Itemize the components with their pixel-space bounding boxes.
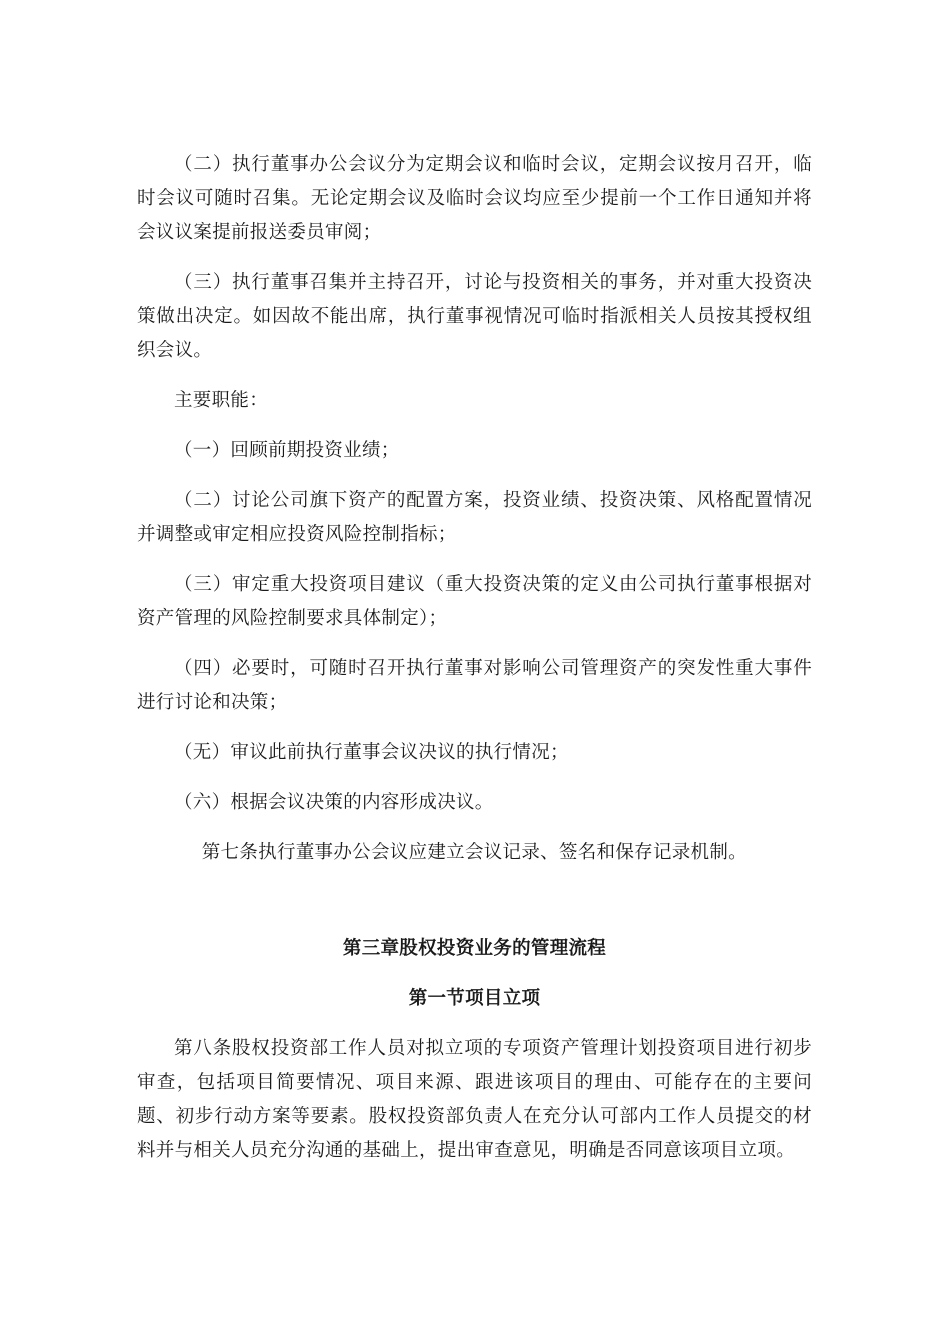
paragraph-function-1: （一）回顾前期投资业绩； — [174, 440, 400, 461]
paragraph-function-4: （四）必要时，可随时召开执行董事对影响公司管理资产的突发性重大事件进行讨论和决策； — [137, 658, 812, 713]
paragraph-main-functions-label: 主要职能： — [174, 390, 269, 411]
paragraph-function-3: （三）审定重大投资项目建议（重大投资决策的定义由公司执行董事根据对资产管理的风险控制要求具体制定）； — [137, 574, 812, 629]
section-title: 第一节项目立项 — [408, 988, 541, 1009]
paragraph-function-2: （二）讨论公司旗下资产的配置方案，投资业绩、投资决策、风格配置情况并调整或审定相应投资风险控制指标； — [137, 490, 812, 545]
paragraph-article-seven: 第七条执行董事办公会议应建立会议记录、签名和保存记录机制。 — [201, 842, 747, 863]
chapter-title: 第三章股权投资业务的管理流程 — [342, 938, 607, 959]
paragraph-meeting-schedule: （二）执行董事办公会议分为定期会议和临时会议，定期会议按月召开，临时会议可随时召集。无论定期会议及临时会议均应至少提前一个工作日通知并将会议议案提前报送委员审阅； — [137, 154, 812, 243]
paragraph-function-6: （六）根据会议决策的内容形成决议。 — [174, 792, 494, 813]
paragraph-meeting-chair: （三）执行董事召集并主持召开，讨论与投资相关的事务，并对重大投资决策做出决定。如因故不能出席，执行董事视情况可临时指派相关人员按其授权组织会议。 — [137, 272, 812, 361]
paragraph-function-5: （无）审议此前执行董事会议决议的执行情况； — [174, 742, 569, 763]
document-page — [137, 148, 812, 1184]
paragraph-article-eight: 第八条股权投资部工作人员对拟立项的专项资产管理计划投资项目进行初步审查，包括项目简要情况、项目来源、跟进该项目的理由、可能存在的主要问题、初步行动方案等要素。股权投资部负责人在充分认可部内工作人员提交的材料并与相关人员充分沟通的基础上，提出审查意见，明确是否同意该项目立项。 — [137, 1038, 812, 1161]
